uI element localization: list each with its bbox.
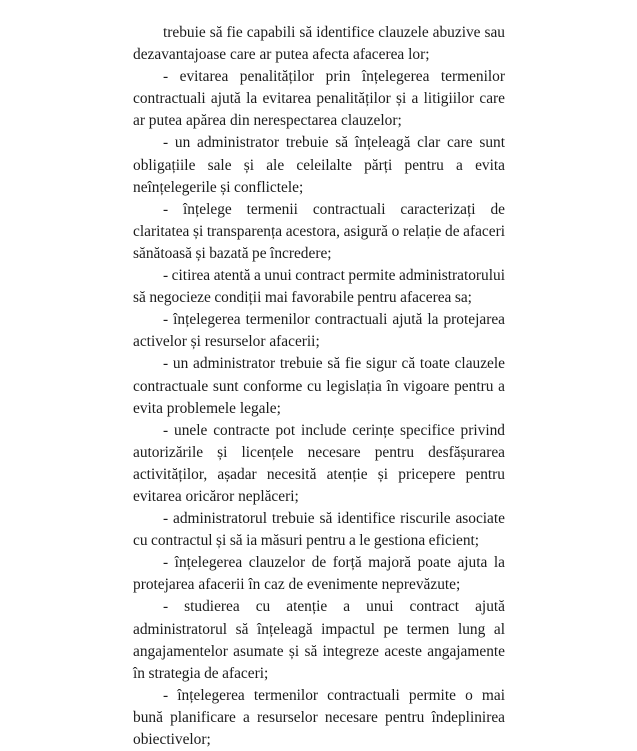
paragraph-9: - administratorul trebuie să identifice riscurile asociate cu contractul și să ia măsuri pentru a le gestiona eficient;: [133, 510, 505, 550]
paragraph-12: - înțelegerea termenilor contractuali permite o mai bună planificare a resurselor necesare pentru îndeplinirea obiectivelor;: [133, 686, 505, 748]
paragraph-5: - citirea atentă a unui contract permite administratorului să negocieze condiții mai favorabile pentru afacerea sa;: [133, 267, 505, 307]
paragraph-3: - un administrator trebuie să înțeleagă clar care sunt obligațiile sale și ale celeilalte părți pentru a evita neînțelegerile și conflictele;: [133, 134, 505, 196]
paragraph-8: - unele contracte pot include cerințe specifice privind autorizările și licențele necesare pentru desfășurarea activităților, așadar necesită atenție și pricepere pentru evitarea oricăror neplăceri;: [133, 421, 505, 505]
paragraph-6: - înțelegerea termenilor contractuali ajută la protejarea activelor și resurselor afacerii;: [133, 311, 505, 351]
paragraph-1: trebuie să fie capabili să identifice clauzele abuzive sau dezavantajoase care ar putea afecta afacerea lor;: [133, 24, 505, 64]
paragraph-4: - înțelege termenii contractuali caracterizați de claritatea și transparența acestora, asigură o relație de afaceri sănătoasă și bazată pe încredere;: [133, 200, 505, 262]
paragraph-11: - studierea cu atenție a unui contract ajută administratorul să înțeleagă impactul pe termen lung al angajamentelor asumate și să integreze aceste angajamente în strategia de afaceri;: [133, 598, 505, 682]
paragraph-2: - evitarea penalităților prin înțelegerea termenilor contractuali ajută la evitarea penalităților și a litigiilor care ar putea apărea din nerespectarea clauzelor;: [133, 68, 505, 130]
document-text-column: [133, 22, 505, 751]
paragraph-7: - un administrator trebuie să fie sigur că toate clauzele contractuale sunt conforme cu legislația în vigoare pentru a evita problemele legale;: [133, 355, 505, 417]
paragraph-10: - înțelegerea clauzelor de forță majoră poate ajuta la protejarea afacerii în caz de evenimente neprevăzute;: [133, 554, 505, 594]
